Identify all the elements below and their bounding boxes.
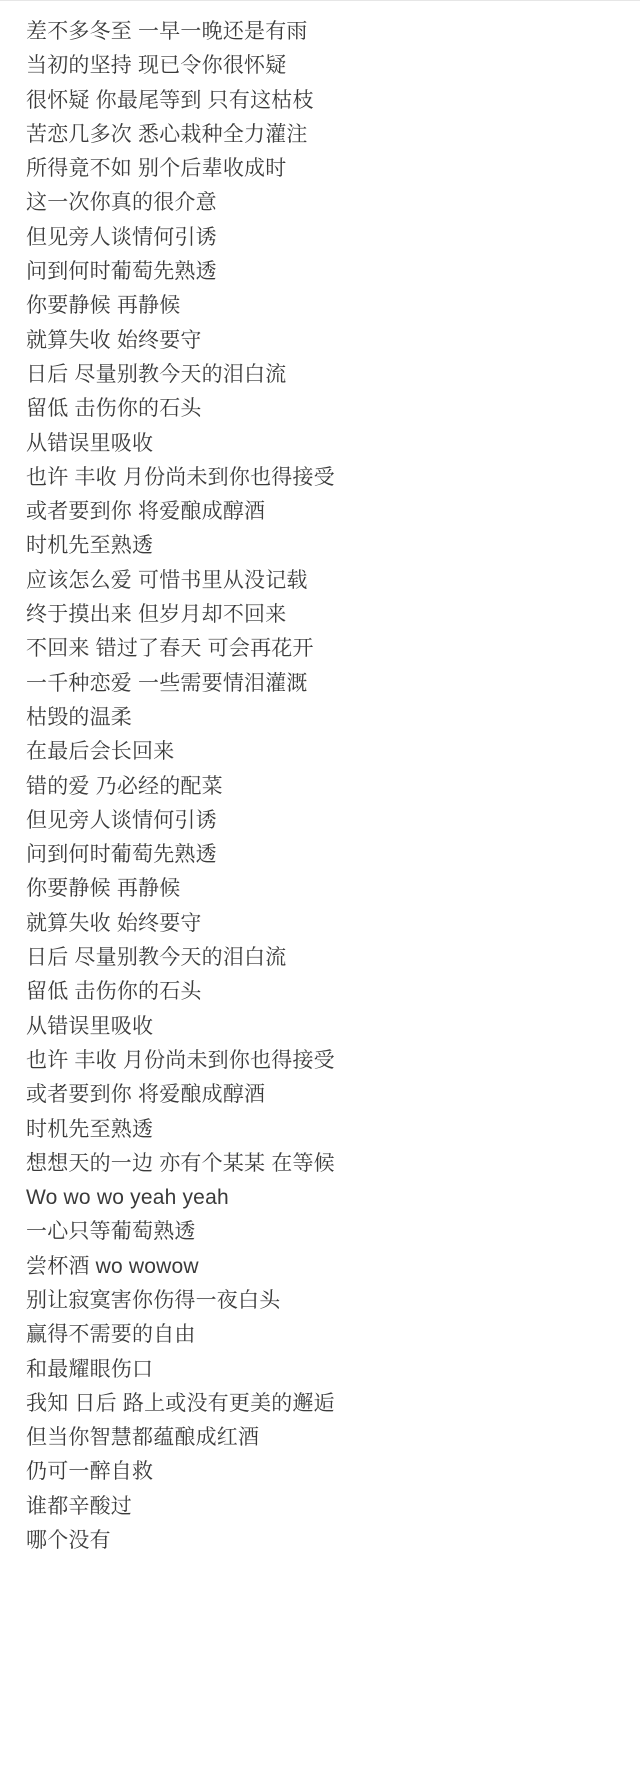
lyric-line: 应该怎么爱 可惜书里从没记载 (26, 568, 308, 592)
lyric-line: 但见旁人谈情何引诱 (26, 808, 217, 832)
lyric-line: 我知 日后 路上或没有更美的邂逅 (26, 1391, 335, 1415)
lyric-line: 尝杯酒 wo wowow (26, 1254, 199, 1278)
lyric-line: 错的爱 乃必经的配菜 (26, 774, 223, 798)
lyric-line: 谁都辛酸过 (26, 1494, 132, 1518)
lyric-line: 也许 丰收 月份尚未到你也得接受 (26, 465, 335, 489)
lyric-line: 和最耀眼伤口 (26, 1357, 154, 1381)
lyric-line: 在最后会长回来 (26, 740, 175, 764)
lyric-line: 赢得不需要的自由 (26, 1323, 196, 1347)
lyric-line: 但见旁人谈情何引诱 (26, 225, 217, 249)
lyric-line: 枯毁的温柔 (26, 705, 132, 729)
lyric-line: 仍可一醉自救 (26, 1460, 154, 1484)
lyric-line: 也许 丰收 月份尚未到你也得接受 (26, 1048, 335, 1072)
lyrics-list (0, 1, 640, 1558)
lyric-line: 或者要到你 将爱酿成醇酒 (26, 1083, 266, 1107)
lyric-line: 这一次你真的很介意 (26, 191, 217, 215)
lyric-line: 从错误里吸收 (26, 1014, 154, 1038)
lyric-line: 留低 击伤你的石头 (26, 397, 202, 421)
lyric-line: 你要静候 再静候 (26, 294, 181, 318)
lyric-line: 终于摸出来 但岁月却不回来 (26, 603, 287, 627)
lyric-line: 从错误里吸收 (26, 431, 154, 455)
lyric-line: 就算失收 始终要守 (26, 328, 202, 352)
lyric-line: Wo wo wo yeah yeah (26, 1186, 229, 1210)
lyric-line: 很怀疑 你最尾等到 只有这枯枝 (26, 88, 314, 112)
lyric-line: 不回来 错过了春天 可会再花开 (26, 637, 314, 661)
lyric-line: 时机先至熟透 (26, 1117, 154, 1141)
lyric-line: 别让寂寞害你伤得一夜白头 (26, 1288, 281, 1312)
lyric-line: 你要静候 再静候 (26, 877, 181, 901)
lyric-line: 差不多冬至 一早一晚还是有雨 (26, 20, 308, 43)
lyric-line: 日后 尽量别教今天的泪白流 (26, 946, 287, 970)
bottom-spacer (0, 1558, 640, 1576)
lyric-line: 想想天的一边 亦有个某某 在等候 (26, 1151, 335, 1175)
lyric-line: 日后 尽量别教今天的泪白流 (26, 362, 287, 386)
lyric-line: 一千种恋爱 一些需要情泪灌溉 (26, 671, 308, 695)
lyric-line: 哪个没有 (26, 1529, 111, 1553)
lyric-line: 时机先至熟透 (26, 534, 154, 558)
lyric-line: 就算失收 始终要守 (26, 911, 202, 935)
lyric-line: 问到何时葡萄先熟透 (26, 260, 217, 284)
lyric-line: 或者要到你 将爱酿成醇酒 (26, 500, 266, 524)
lyric-line: 一心只等葡萄熟透 (26, 1220, 196, 1244)
lyric-line: 问到何时葡萄先熟透 (26, 843, 217, 867)
lyric-line: 留低 击伤你的石头 (26, 980, 202, 1004)
lyric-line: 但当你智慧都蕴酿成红酒 (26, 1426, 260, 1450)
lyric-line: 所得竟不如 别个后辈收成时 (26, 157, 287, 181)
lyric-line: 当初的坚持 现已令你很怀疑 (26, 54, 287, 78)
lyric-line: 苦恋几多次 悉心栽种全力灌注 (26, 122, 308, 146)
